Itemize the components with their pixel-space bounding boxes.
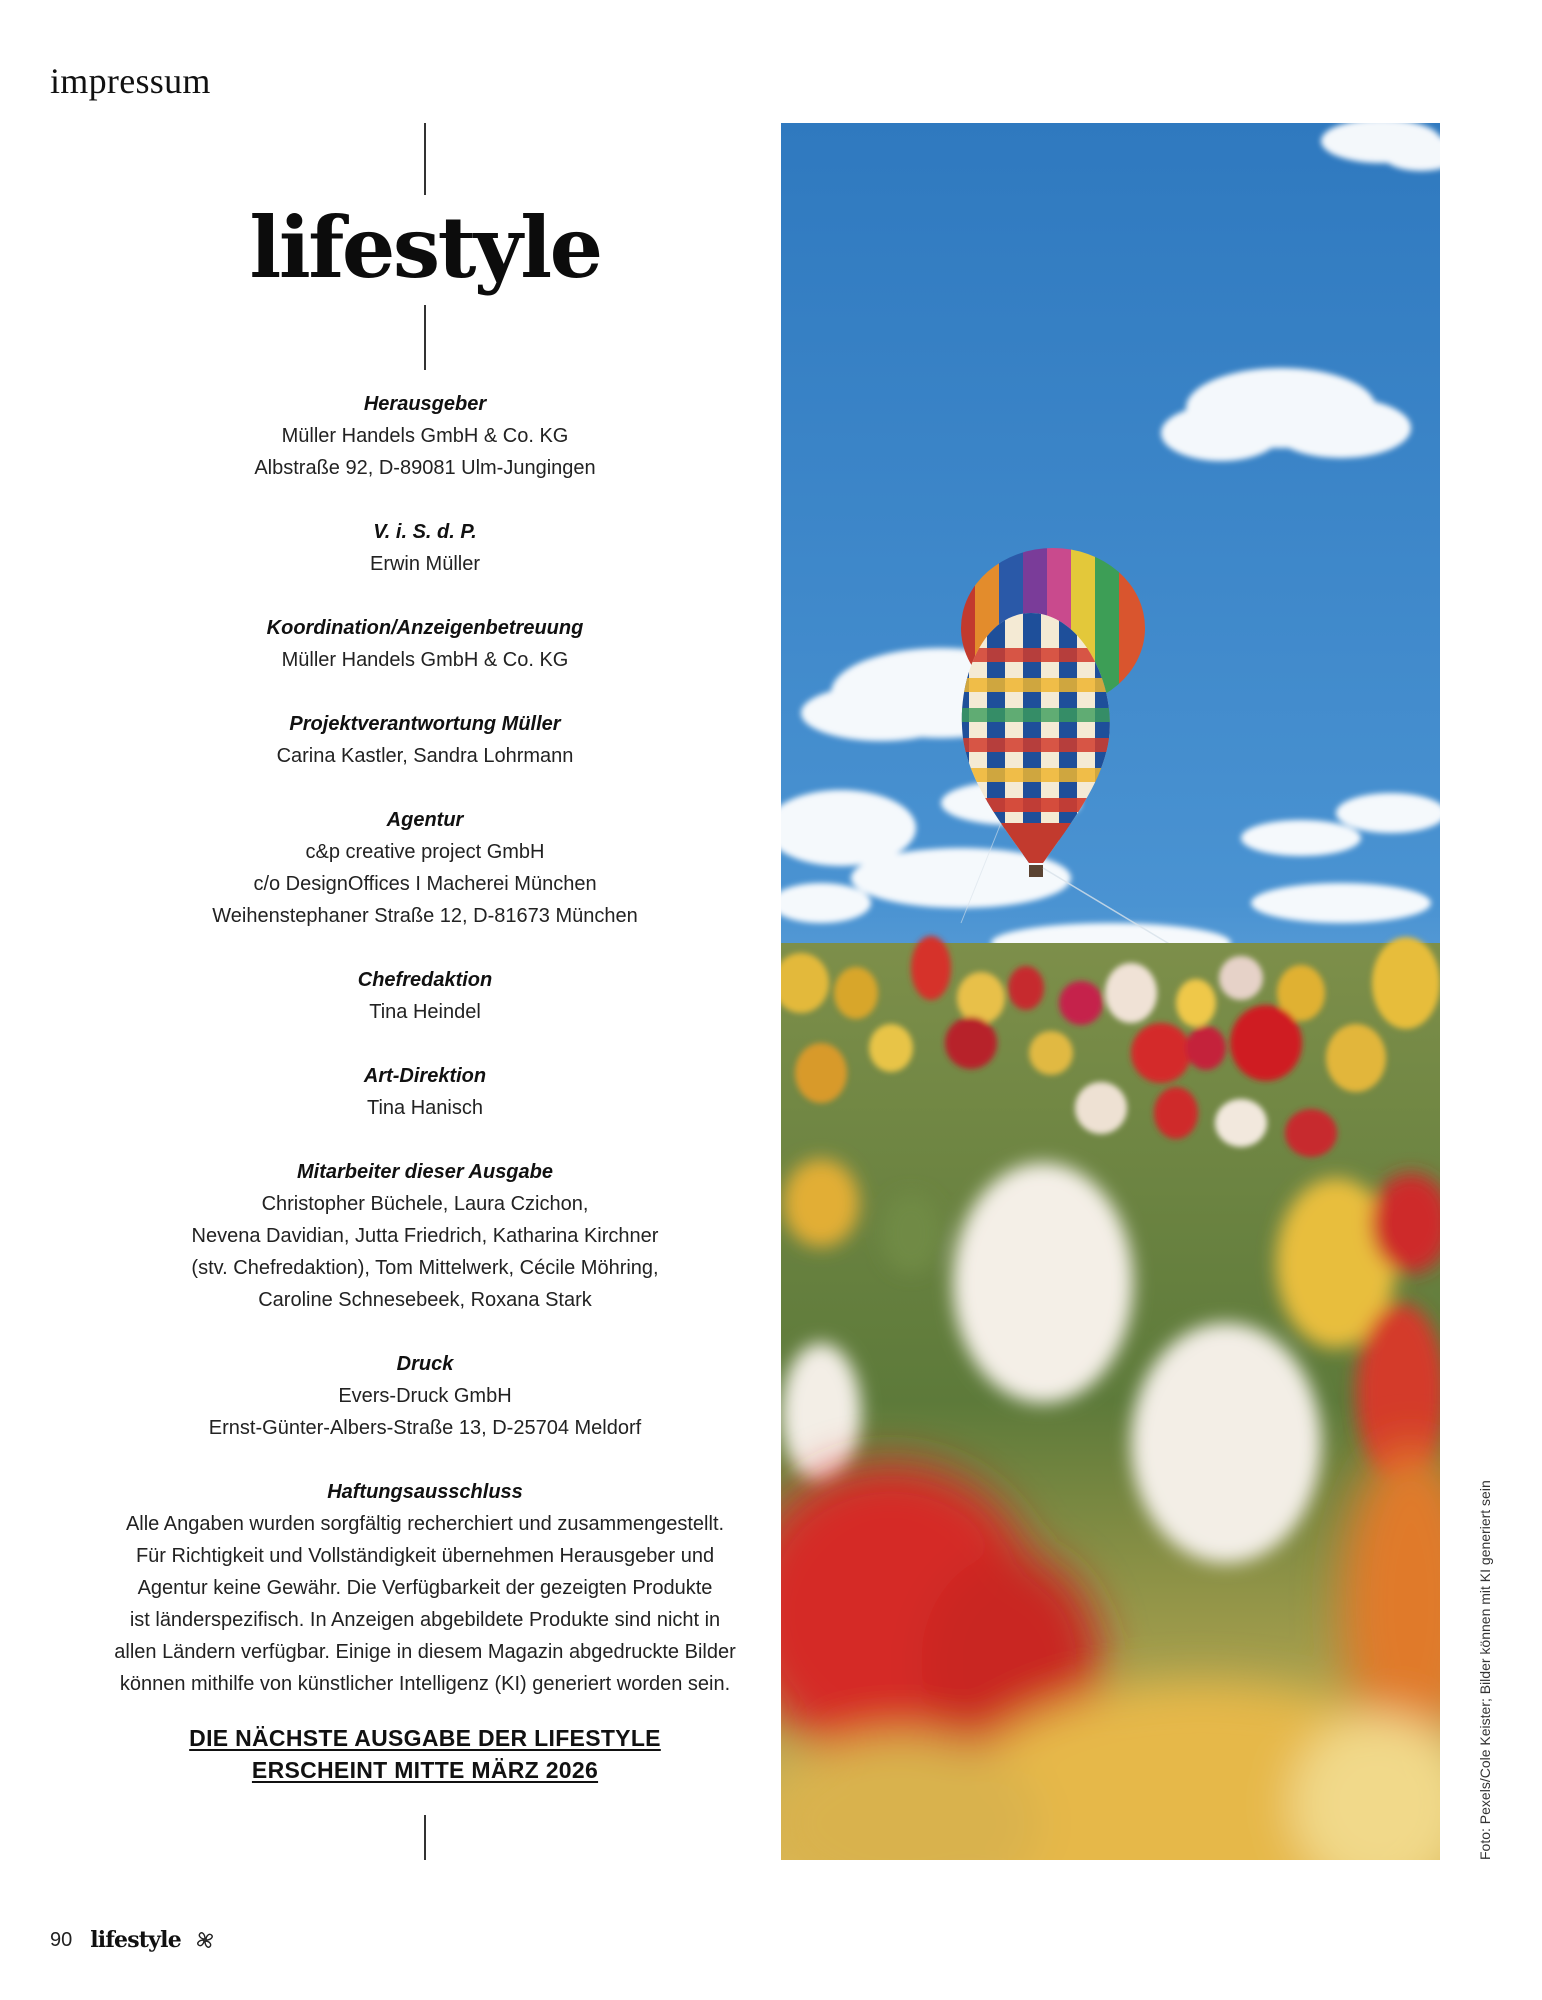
- page-footer: [50, 1925, 215, 1955]
- clover-icon: [195, 1930, 215, 1950]
- next-issue-announcement: [40, 1722, 810, 1786]
- divider-line-top: [424, 123, 426, 195]
- credit-heading: V. i. S. d. P.: [373, 521, 477, 543]
- hero-photo: [781, 123, 1440, 1860]
- credit-project-lead: [40, 708, 810, 772]
- credit-line: Christopher Büchele, Laura Czichon,: [261, 1193, 589, 1215]
- credit-line: Müller Handels GmbH & Co. KG: [281, 649, 569, 671]
- credit-editor-in-chief: [40, 964, 810, 1028]
- credit-line: Evers-Druck GmbH: [338, 1385, 512, 1407]
- masthead-logo: lifestyle: [249, 198, 601, 297]
- credit-line: Weihenstephaner Straße 12, D-81673 München: [212, 905, 638, 927]
- credit-publisher: [40, 388, 810, 484]
- announcement-line: ERSCHEINT MITTE MÄRZ 2026: [251, 1757, 599, 1783]
- credit-line: ist länderspezifisch. In Anzeigen abgebildete Produkte sind nicht in: [129, 1609, 721, 1631]
- credit-disclaimer: [40, 1476, 810, 1700]
- credit-line: Erwin Müller: [369, 553, 481, 575]
- credit-line: Carina Kastler, Sandra Lohrmann: [276, 745, 574, 767]
- credit-line: Müller Handels GmbH & Co. KG: [281, 425, 569, 447]
- credit-line: Caroline Schnesebeek, Roxana Stark: [258, 1289, 592, 1311]
- credit-line: Nevena Davidian, Jutta Friedrich, Katharina Kirchner: [191, 1225, 659, 1247]
- credit-heading: Chefredaktion: [357, 969, 493, 991]
- credit-heading: Art-Direktion: [363, 1065, 487, 1087]
- page-number: 90: [50, 1928, 73, 1951]
- credit-heading: Koordination/Anzeigenbetreuung: [266, 617, 584, 639]
- credit-line: Für Richtigkeit und Vollständigkeit übernehmen Herausgeber und: [135, 1545, 715, 1567]
- credit-heading: Herausgeber: [363, 393, 487, 415]
- credit-visdp: [40, 516, 810, 580]
- credit-line: können mithilfe von künstlicher Intelligenz (KI) generiert worden sein.: [119, 1673, 731, 1695]
- credit-agency: [40, 804, 810, 932]
- credit-line: allen Ländern verfügbar. Einige in diesem Magazin abgedruckte Bilder: [114, 1641, 736, 1663]
- balloon-basket: [1029, 865, 1043, 877]
- credit-contributors: [40, 1156, 810, 1316]
- credit-line: c/o DesignOffices I Macherei München: [253, 873, 597, 895]
- photo-credit: Foto: Pexels/Cole Keister; Bilder können mit KI generiert sein: [1477, 1480, 1493, 1860]
- credit-line: Albstraße 92, D-89081 Ulm-Jungingen: [254, 457, 596, 479]
- announcement-line: DIE NÄCHSTE AUSGABE DER LIFESTYLE: [189, 1725, 661, 1751]
- credit-line: Tina Heindel: [369, 1001, 481, 1023]
- credit-line: Ernst-Günter-Albers-Straße 13, D-25704 Meldorf: [208, 1417, 642, 1439]
- credit-art-direction: [40, 1060, 810, 1124]
- footer-brand-logo: lifestyle: [90, 1927, 181, 1953]
- credit-line: Tina Hanisch: [367, 1097, 483, 1119]
- section-label: impressum: [50, 61, 211, 101]
- credit-heading: Haftungsausschluss: [327, 1481, 523, 1503]
- credit-print: [40, 1348, 810, 1444]
- divider-line-under-logo: [424, 305, 426, 370]
- credit-line: c&p creative project GmbH: [305, 841, 545, 863]
- credit-heading: Druck: [396, 1353, 454, 1375]
- divider-line-bottom: [424, 1815, 426, 1860]
- credit-heading: Projektverantwortung Müller: [289, 713, 561, 735]
- credit-line: Alle Angaben wurden sorgfältig recherchiert und zusammengestellt.: [125, 1513, 725, 1535]
- credit-heading: Mitarbeiter dieser Ausgabe: [296, 1161, 553, 1183]
- credits-list: [40, 388, 810, 1732]
- credit-line: (stv. Chefredaktion), Tom Mittelwerk, Cécile Möhring,: [191, 1257, 659, 1279]
- credit-line: Agentur keine Gewähr. Die Verfügbarkeit der gezeigten Produkte: [137, 1577, 713, 1599]
- credit-coordination: [40, 612, 810, 676]
- credit-heading: Agentur: [386, 809, 464, 831]
